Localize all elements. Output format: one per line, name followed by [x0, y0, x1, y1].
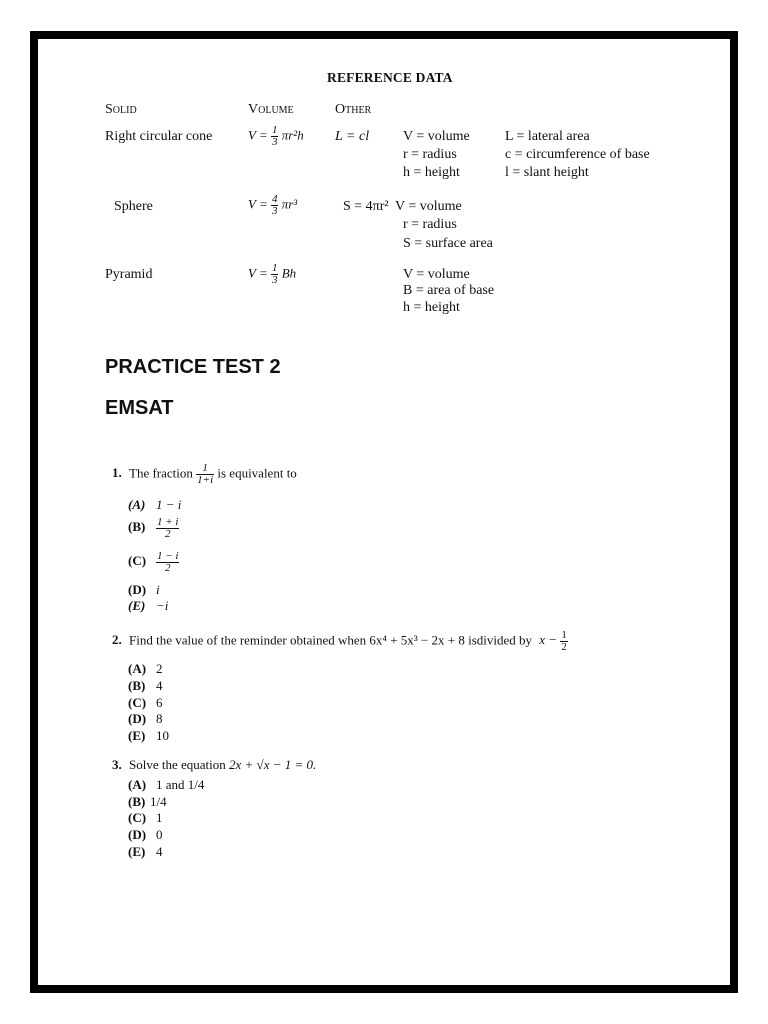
header-volume: Volume [248, 102, 294, 117]
sphere-name: Sphere [114, 199, 153, 214]
q1-option-c[interactable]: (C) $\frac{1 - i}{2}$ [128, 550, 179, 574]
pyramid-def-2: B = area of base [403, 283, 495, 298]
sphere-def-3: S = surface area [403, 236, 493, 251]
q2-option-a[interactable]: (A) 2 [128, 661, 163, 676]
cone-def-3: h = height [403, 165, 460, 180]
reference-title: REFERENCE DATA [327, 70, 453, 85]
q1-option-d[interactable]: (D) i [128, 582, 160, 597]
cone-def-2: r = radius [403, 147, 457, 162]
q3-option-e[interactable]: (E) 4 [128, 844, 163, 859]
q1-option-a[interactable]: (A) 1 − i [128, 497, 182, 512]
pyramid-name: Pyramid [105, 267, 153, 282]
cone-name: Right circular cone [105, 129, 213, 144]
q2-option-c[interactable]: (C) 6 [128, 695, 163, 710]
pyramid-def-1: V = volume [403, 267, 470, 282]
q3-option-b[interactable]: (B) 1/4 [128, 794, 167, 809]
cone-def-6: l = slant height [505, 165, 589, 180]
cone-def-1: V = volume [403, 129, 470, 144]
cone-def-4: L = lateral area [505, 129, 590, 144]
pyramid-volume-formula: V = $\frac{1}{3}$ Bh [248, 262, 297, 286]
q1-option-b[interactable]: (B) $\frac{1 + i}{2}$ [128, 516, 179, 540]
q3-option-d[interactable]: (D) 0 [128, 827, 163, 842]
test-heading: PRACTICE TEST 2 [105, 356, 281, 378]
q1-option-e[interactable]: (E) −i [128, 598, 169, 613]
cone-def-5: c = circumference of base [505, 147, 650, 162]
cone-volume-formula: V = $\frac{1}{3}$ πr²h [248, 124, 304, 148]
sphere-def-1: V = volume [395, 199, 462, 214]
pyramid-def-3: h = height [403, 300, 460, 315]
question-2: 2. Find the value of the reminder obtained when 6x⁴ + 5x³ − 2x + 8 isdivided by x − $\frac{1}{2}$ [112, 629, 567, 653]
question-3: 3. Solve the equation 2x + √x − 1 = 0. [112, 757, 317, 772]
exam-heading: EMSAT [105, 397, 174, 419]
cone-other: L = cl [335, 129, 370, 144]
header-solid: Solid [105, 102, 137, 117]
q2-option-d[interactable]: (D) 8 [128, 711, 163, 726]
q2-option-e[interactable]: (E) 10 [128, 728, 169, 743]
sphere-def-2: r = radius [403, 217, 457, 232]
header-other: Other [335, 102, 372, 117]
question-1: 1. The fraction $\frac{1}{1+i}$ is equivalent to [112, 462, 297, 486]
q3-option-c[interactable]: (C) 1 [128, 810, 163, 825]
q3-option-a[interactable]: (A) 1 and 1/4 [128, 777, 205, 792]
sphere-other: S = 4πr² [343, 199, 389, 214]
sphere-volume-formula: V = $\frac{4}{3}$ πr³ [248, 193, 298, 217]
q2-option-b[interactable]: (B) 4 [128, 678, 163, 693]
